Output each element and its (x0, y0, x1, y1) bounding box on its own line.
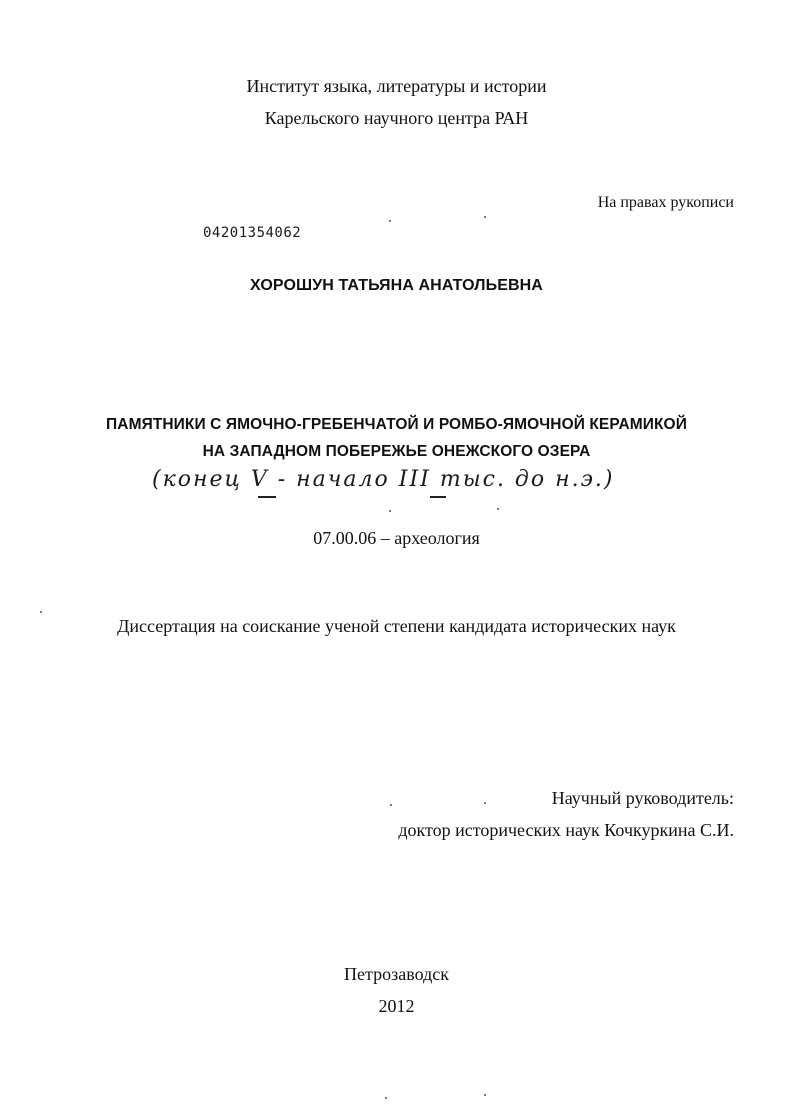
rights-notice: На правах рукописи (597, 194, 734, 211)
scan-speck (389, 510, 391, 512)
roman-numeral-underline (258, 496, 276, 498)
institution-line-1: Институт языка, литературы и истории (246, 76, 547, 96)
scan-speck (484, 216, 486, 218)
scan-speck (484, 802, 486, 804)
scan-speck (497, 508, 499, 510)
roman-numeral-underline (430, 496, 446, 498)
title-line-2: НА ЗАПАДНОМ ПОБЕРЕЖЬЕ ОНЕЖСКОГО ОЗЕРА (202, 443, 591, 460)
handwritten-note: (конец V - начало III тыс. до н.э.) (152, 467, 615, 492)
archive-number: 04201354062 (203, 225, 302, 241)
scan-speck (390, 804, 392, 806)
city: Петрозаводск (344, 964, 449, 984)
supervisor-name: доктор исторических наук Кочкуркина С.И. (398, 820, 734, 840)
dissertation-type: Диссертация на соискание ученой степени кандидата исторических наук (117, 616, 676, 636)
author-name: ХОРОШУН ТАТЬЯНА АНАТОЛЬЕВНА (250, 277, 543, 294)
institution-line-2: Карельского научного центра РАН (264, 108, 529, 128)
scan-speck (484, 1094, 486, 1096)
specialty: 07.00.06 – археология (313, 528, 480, 548)
scan-speck (40, 611, 42, 613)
title-line-1: ПАМЯТНИКИ С ЯМОЧНО-ГРЕБЕНЧАТОЙ И РОМБО-ЯМОЧНОЙ КЕРАМИКОЙ (106, 416, 687, 433)
scan-speck (389, 220, 391, 222)
scan-speck (385, 1097, 387, 1099)
year: 2012 (378, 996, 415, 1016)
supervisor-label: Научный руководитель: (551, 788, 734, 808)
